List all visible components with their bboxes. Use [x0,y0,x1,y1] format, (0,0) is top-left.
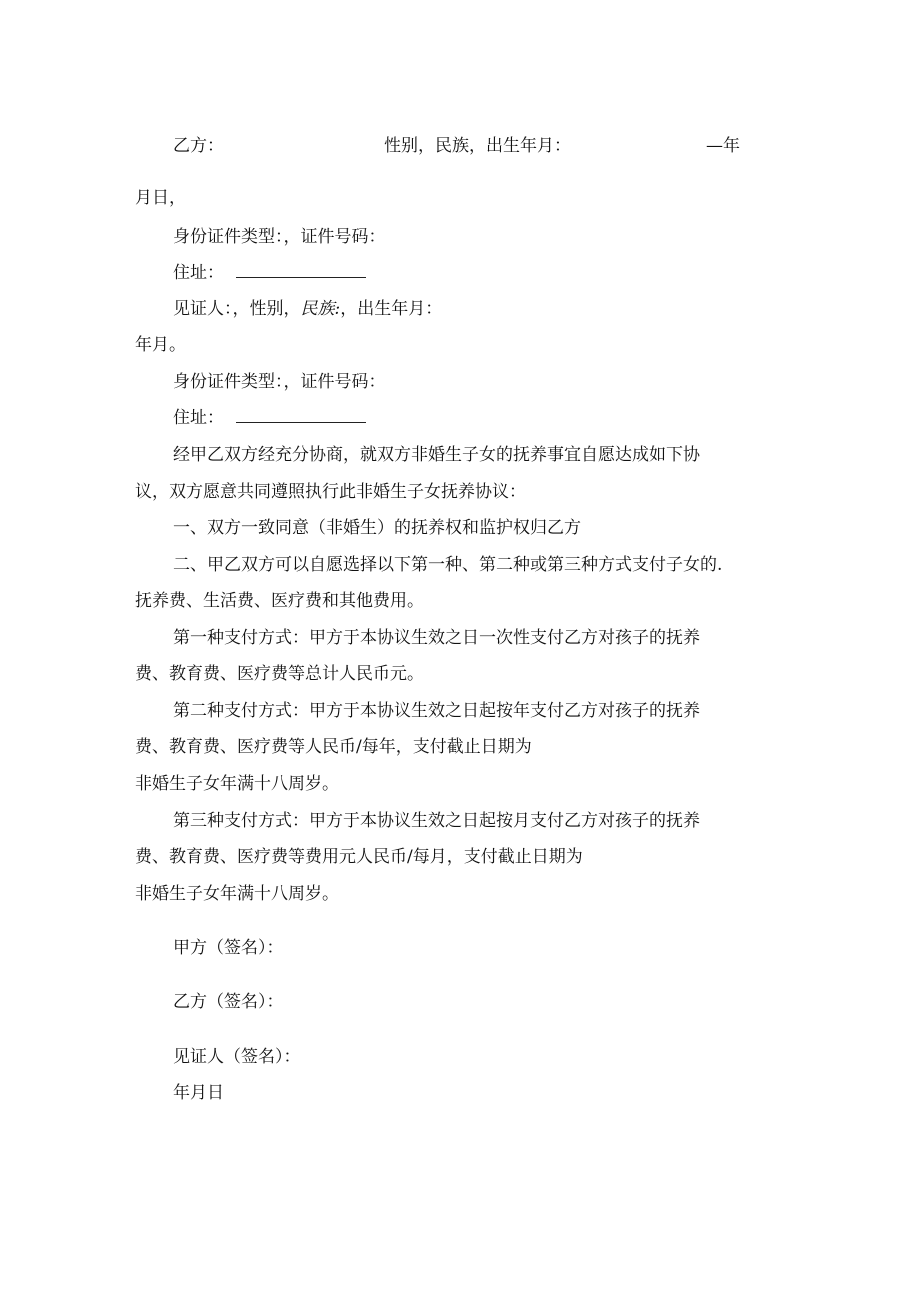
witness-line-b: ，出生年月： [340,299,443,319]
witness-line [173,298,442,320]
agreement-intro-1: 经甲乙双方经充分协商，就双方非婚生子女的抚养事宜自愿达成如下协 [173,445,700,465]
witness-address [173,407,366,429]
party-b-address-field [236,263,366,278]
payment-method-3b: 费、教育费、医疗费等费用元人民币/每月，支付截止日期为 [135,847,583,867]
signature-party-b: 乙方（签名）： [173,992,284,1012]
witness-ethnic: 民族: [300,299,341,319]
witness-address-field [236,408,366,423]
party-b-month-day: 月日， [135,188,186,208]
agreement-intro-2: 议，双方愿意共同遵照执行此非婚生子女抚养协议： [135,482,526,502]
party-b-gender-ethnic-birth: 性别，民族，出生年月： [384,136,571,156]
payment-method-2b: 费、教育费、医疗费等人民币/每年，支付截止日期为 [135,737,532,757]
party-b-address-label: 住址： [173,263,224,283]
witness-line-a: 见证人：，性别， [173,299,301,319]
party-b-label: 乙方： [173,136,224,156]
payment-method-3a: 第三种支付方式：甲方于本协议生效之日起按月支付乙方对孩子的抚养 [173,811,700,831]
clause-1: 一、双方一致同意（非婚生）的抚养权和监护权归乙方 [173,518,581,538]
party-b-id-line: 身份证件类型：，证件号码： [173,227,386,247]
payment-method-3c: 非婚生子女年满十八周岁。 [135,884,339,904]
payment-method-2c: 非婚生子女年满十八周岁。 [135,774,339,794]
witness-id-line: 身份证件类型：，证件号码： [173,372,386,392]
clause-2a: 二、甲乙双方可以自愿选择以下第一种、第二种或第三种方式支付子女的. [173,555,723,575]
payment-method-1b: 费、教育费、医疗费等总计人民币元。 [135,664,424,684]
signature-date: 年月日 [173,1083,224,1103]
party-b-address [173,262,366,284]
clause-2b: 抚养费、生活费、医疗费和其他费用。 [135,591,424,611]
signature-party-a: 甲方（签名）： [173,938,284,958]
witness-address-label: 住址： [173,408,224,428]
payment-method-2a: 第二种支付方式：甲方于本协议生效之日起按年支付乙方对孩子的抚养 [173,701,700,721]
payment-method-1a: 第一种支付方式：甲方于本协议生效之日一次性支付乙方对孩子的抚养 [173,628,700,648]
witness-year-month: 年月。 [135,335,186,355]
signature-witness: 见证人（签名）： [173,1047,301,1067]
party-b-year-tail: —年 [706,136,740,156]
